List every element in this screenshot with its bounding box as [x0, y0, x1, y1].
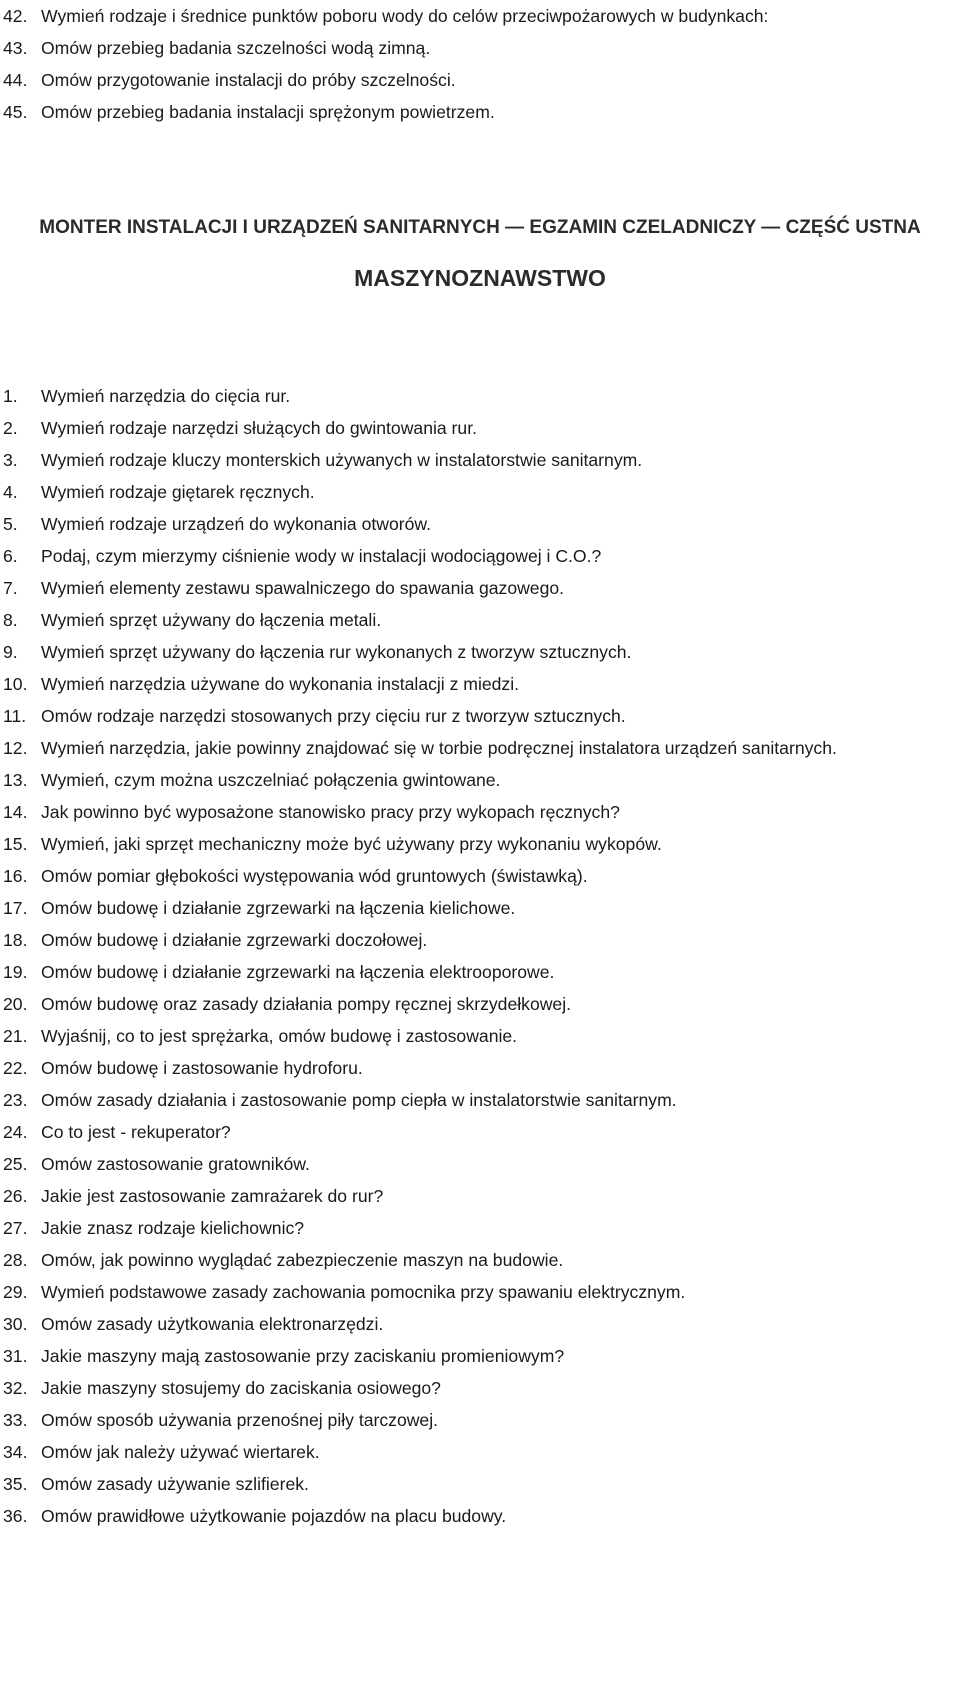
question-text: Omów sposób używania przenośnej piły tarczowej. [41, 1410, 439, 1430]
question-text: Wymień rodzaje kluczy monterskich używanych w instalatorstwie sanitarnym. [41, 450, 643, 470]
question-text: Jakie maszyny mają zastosowanie przy zaciskaniu promieniowym? [41, 1346, 565, 1366]
question-text: Wymień narzędzia używane do wykonania instalacji z miedzi. [41, 674, 520, 694]
question-number: 22. [3, 1058, 28, 1078]
question-text: Jakie jest zastosowanie zamrażarek do rur? [41, 1186, 384, 1206]
question-number: 16. [3, 866, 28, 886]
question-text: Omów budowę oraz zasady działania pompy ręcznej skrzydełkowej. [41, 994, 572, 1014]
question-number: 12. [3, 738, 28, 758]
question-text: Omów zasady użytkowania elektronarzędzi. [41, 1314, 384, 1334]
question-item [3, 764, 935, 796]
question-item [3, 1148, 935, 1180]
question-number: 15. [3, 834, 28, 854]
question-number: 6. [3, 546, 18, 566]
question-number: 19. [3, 962, 28, 982]
question-item [3, 32, 883, 64]
question-number: 43. [3, 38, 28, 58]
question-item [3, 508, 935, 540]
question-text: Omów budowę i działanie zgrzewarki na łączenia elektrooporowe. [41, 962, 555, 982]
question-item [3, 1340, 935, 1372]
question-number: 31. [3, 1346, 28, 1366]
question-number: 9. [3, 642, 18, 662]
section-title: MASZYNOZNAWSTWO [354, 265, 606, 291]
question-text: Omów budowę i działanie zgrzewarki doczołowej. [41, 930, 428, 950]
question-text: Omów prawidłowe użytkowanie pojazdów na placu budowy. [41, 1506, 507, 1526]
question-text: Wymień, czym można uszczelniać połączenia gwintowane. [41, 770, 501, 790]
question-text: Wymień podstawowe zasady zachowania pomocnika przy spawaniu elektrycznym. [41, 1282, 686, 1302]
question-text: Jakie maszyny stosujemy do zaciskania osiowego? [41, 1378, 441, 1398]
question-item [3, 924, 935, 956]
question-item [3, 956, 935, 988]
question-number: 26. [3, 1186, 28, 1206]
question-text: Wymień, jaki sprzęt mechaniczny może być używany przy wykonaniu wykopów. [41, 834, 662, 854]
question-number: 23. [3, 1090, 28, 1110]
question-number: 24. [3, 1122, 28, 1142]
question-number: 32. [3, 1378, 28, 1398]
question-text: Wymień sprzęt używany do łączenia metali. [41, 610, 382, 630]
question-text: Omów przebieg badania instalacji sprężonym powietrzem. [41, 102, 495, 122]
question-item [3, 1276, 935, 1308]
question-item [3, 732, 935, 764]
question-item [3, 1244, 935, 1276]
question-item [3, 444, 935, 476]
question-text: Omów zasady działania i zastosowanie pomp ciepła w instalatorstwie sanitarnym. [41, 1090, 677, 1110]
question-number: 25. [3, 1154, 28, 1174]
question-item [3, 1308, 935, 1340]
question-number: 44. [3, 70, 28, 90]
question-item [3, 1212, 935, 1244]
question-number: 30. [3, 1314, 28, 1334]
question-item [3, 1020, 935, 1052]
question-number: 45. [3, 102, 28, 122]
question-text: Wymień rodzaje giętarek ręcznych. [41, 482, 315, 502]
question-text: Omów zasady używanie szlifierek. [41, 1474, 309, 1494]
question-text: Wymień elementy zestawu spawalniczego do spawania gazowego. [41, 578, 565, 598]
question-item [3, 1468, 935, 1500]
question-item [3, 1052, 935, 1084]
question-text: Omów budowę i działanie zgrzewarki na łączenia kielichowe. [41, 898, 516, 918]
question-number: 33. [3, 1410, 28, 1430]
question-text: Wymień sprzęt używany do łączenia rur wykonanych z tworzyw sztucznych. [41, 642, 632, 662]
question-item [3, 988, 935, 1020]
question-item [3, 828, 935, 860]
question-text: Wymień rodzaje urządzeń do wykonania otworów. [41, 514, 432, 534]
question-number: 8. [3, 610, 18, 630]
question-text: Omów jak należy używać wiertarek. [41, 1442, 320, 1462]
question-text: Omów przygotowanie instalacji do próby szczelności. [41, 70, 456, 90]
question-text: Podaj, czym mierzymy ciśnienie wody w instalacji wodociągowej i C.O.? [41, 546, 602, 566]
question-text: Wymień narzędzia, jakie powinny znajdować się w torbie podręcznej instalatora urządzeń sanitarnych. [41, 738, 837, 758]
question-text: Jak powinno być wyposażone stanowisko pracy przy wykopach ręcznych? [41, 802, 620, 822]
previous-questions-list [3, 0, 883, 128]
question-number: 4. [3, 482, 18, 502]
question-number: 17. [3, 898, 28, 918]
question-item [3, 636, 935, 668]
question-item [3, 540, 935, 572]
question-text: Omów zastosowanie gratowników. [41, 1154, 310, 1174]
question-text: Wymień rodzaje i średnice punktów poboru wody do celów przeciwpożarowych w budynkach: [41, 6, 769, 26]
question-text: Omów rodzaje narzędzi stosowanych przy cięciu rur z tworzyw sztucznych. [41, 706, 626, 726]
exam-title: MONTER INSTALACJI I URZĄDZEŃ SANITARNYCH — EGZAMIN CZELADNICZY — CZĘŚĆ USTNA [39, 217, 921, 238]
section-header [0, 210, 960, 300]
question-text: Co to jest - rekuperator? [41, 1122, 231, 1142]
question-number: 29. [3, 1282, 28, 1302]
question-number: 28. [3, 1250, 28, 1270]
question-item [3, 860, 935, 892]
question-number: 42. [3, 6, 28, 26]
question-number: 7. [3, 578, 18, 598]
question-item [3, 96, 883, 128]
question-number: 20. [3, 994, 28, 1014]
question-text: Omów pomiar głębokości występowania wód gruntowych (świstawką). [41, 866, 588, 886]
question-number: 2. [3, 418, 18, 438]
question-text: Wymień rodzaje narzędzi służących do gwintowania rur. [41, 418, 477, 438]
question-number: 34. [3, 1442, 28, 1462]
question-text: Wymień narzędzia do cięcia rur. [41, 386, 291, 406]
question-text: Wyjaśnij, co to jest sprężarka, omów budowę i zastosowanie. [41, 1026, 518, 1046]
question-item [3, 604, 935, 636]
question-item [3, 0, 883, 32]
question-number: 1. [3, 386, 18, 406]
question-number: 36. [3, 1506, 28, 1526]
question-item [3, 1404, 935, 1436]
question-item [3, 1116, 935, 1148]
question-number: 13. [3, 770, 28, 790]
question-number: 10. [3, 674, 28, 694]
question-number: 27. [3, 1218, 28, 1238]
question-item [3, 1372, 935, 1404]
question-item [3, 476, 935, 508]
question-number: 35. [3, 1474, 28, 1494]
question-item [3, 668, 935, 700]
question-item [3, 380, 935, 412]
question-text: Jakie znasz rodzaje kielichownic? [41, 1218, 305, 1238]
question-number: 3. [3, 450, 18, 470]
question-item [3, 892, 935, 924]
question-text: Omów budowę i zastosowanie hydroforu. [41, 1058, 363, 1078]
question-number: 18. [3, 930, 28, 950]
question-item [3, 1084, 935, 1116]
question-item [3, 700, 935, 732]
question-item [3, 1436, 935, 1468]
question-number: 21. [3, 1026, 28, 1046]
question-item [3, 1180, 935, 1212]
question-number: 14. [3, 802, 28, 822]
question-text: Omów przebieg badania szczelności wodą zimną. [41, 38, 431, 58]
question-item [3, 64, 883, 96]
question-text: Omów, jak powinno wyglądać zabezpieczenie maszyn na budowie. [41, 1250, 564, 1270]
question-number: 5. [3, 514, 18, 534]
questions-list [3, 380, 935, 1532]
question-number: 11. [3, 706, 27, 726]
question-item [3, 412, 935, 444]
question-item [3, 1500, 935, 1532]
question-item [3, 796, 935, 828]
question-item [3, 572, 935, 604]
